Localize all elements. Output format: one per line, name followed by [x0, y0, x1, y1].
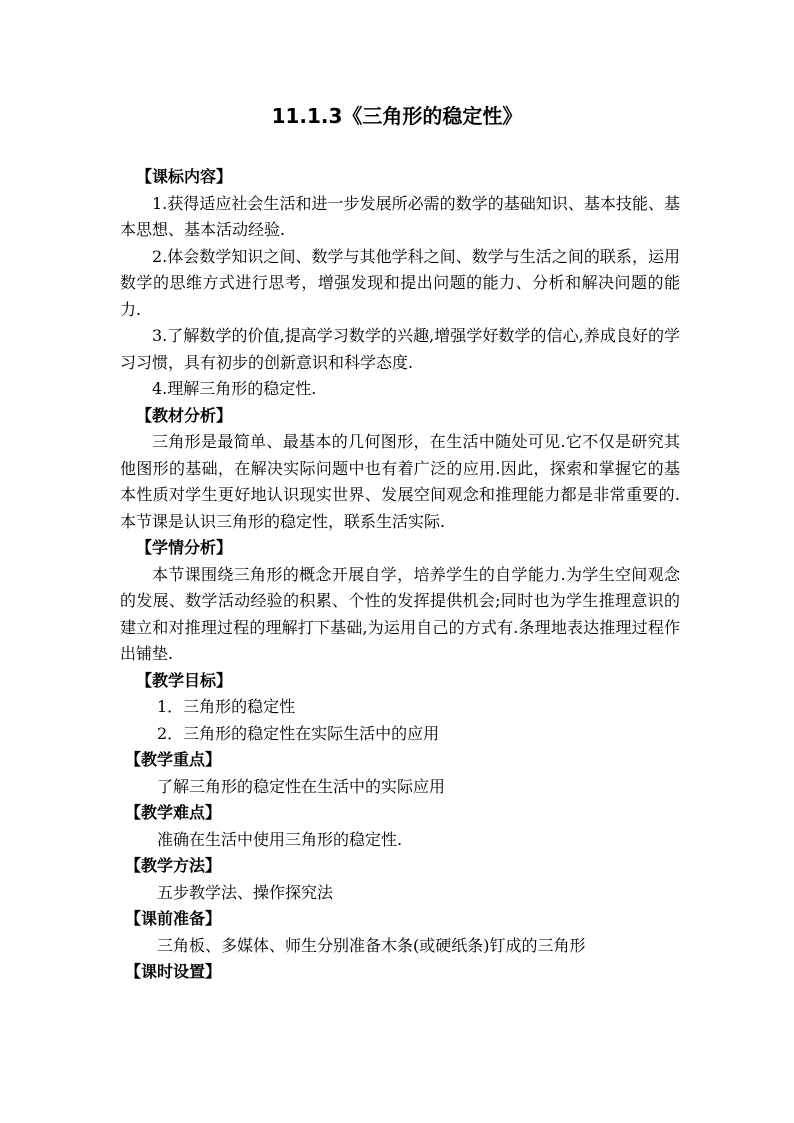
curriculum-paragraph-4: 4.理解三角形的稳定性. — [152, 379, 317, 398]
section-heading-goals: 【教学目标】 — [136, 670, 233, 690]
methods-text: 五步教学法、操作探究法 — [157, 882, 334, 902]
section-heading-difficulties: 【教学难点】 — [125, 803, 222, 822]
curriculum-paragraph-1: 1.获得适应社会生活和进一步发展所必需的数学的基础知识、基本技能、基本思想、基本活动经验. — [120, 193, 680, 239]
section-heading-schedule: 【课时设置】 — [125, 962, 222, 981]
goal-item-1: 1．三角形的稳定性 — [157, 697, 296, 716]
section-heading-methods: 【教学方法】 — [125, 856, 222, 875]
preparation-text: 三角板、多媒体、师生分别准备木条(或硬纸条)钉成的三角形 — [157, 935, 586, 955]
curriculum-paragraph-2: 2.体会数学知识之间、数学与其他学科之间、数学与生活之间的联系，运用数学的思维方式进行思考，增强发现和提出问题的能力、分析和解决问题的能力. — [120, 246, 680, 319]
section-heading-key-points: 【教学重点】 — [125, 750, 222, 769]
goal-item-2: 2．三角形的稳定性在实际生活中的应用 — [157, 723, 440, 743]
section-heading-preparation: 【课前准备】 — [125, 909, 222, 928]
section-heading-curriculum: 【课标内容】 — [136, 167, 233, 186]
students-paragraph: 本节课围绕三角形的概念开展自学，培养学生的自学能力.为学生空间观念的发展、数学活动经验的积累、个性的发挥提供机会;同时也为学生推理意识的建立和对推理过程的理解打下基础,为运用自己的方式有.条理地表达推理过程作出铺垫. — [120, 564, 680, 663]
section-heading-textbook: 【教材分析】 — [136, 405, 233, 425]
textbook-paragraph: 三角形是最简单、最基本的几何图形，在生活中随处可见.它不仅是研究其他图形的基础，在解决实际问题中也有着广泛的应用.因此，探索和掌握它的基本性质对学生更好地认识现实世界、发展空间观念和推理能力都是非常重要的.本节课是认识三角形的稳定性，联系生活实际. — [120, 432, 680, 531]
section-heading-students: 【学情分析】 — [136, 538, 233, 557]
document-body — [120, 164, 680, 986]
difficulties-text: 准确在生活中使用三角形的稳定性. — [157, 829, 403, 849]
key-points-text: 了解三角形的稳定性在生活中的实际应用 — [157, 776, 446, 796]
curriculum-paragraph-3: 3.了解数学的价值,提高学习数学的兴趣,增强学好数学的信心,养成良好的学习习惯，具有初步的创新意识和科学态度. — [120, 326, 680, 372]
document-title: 11.1.3《三角形的稳定性》 — [271, 104, 523, 128]
